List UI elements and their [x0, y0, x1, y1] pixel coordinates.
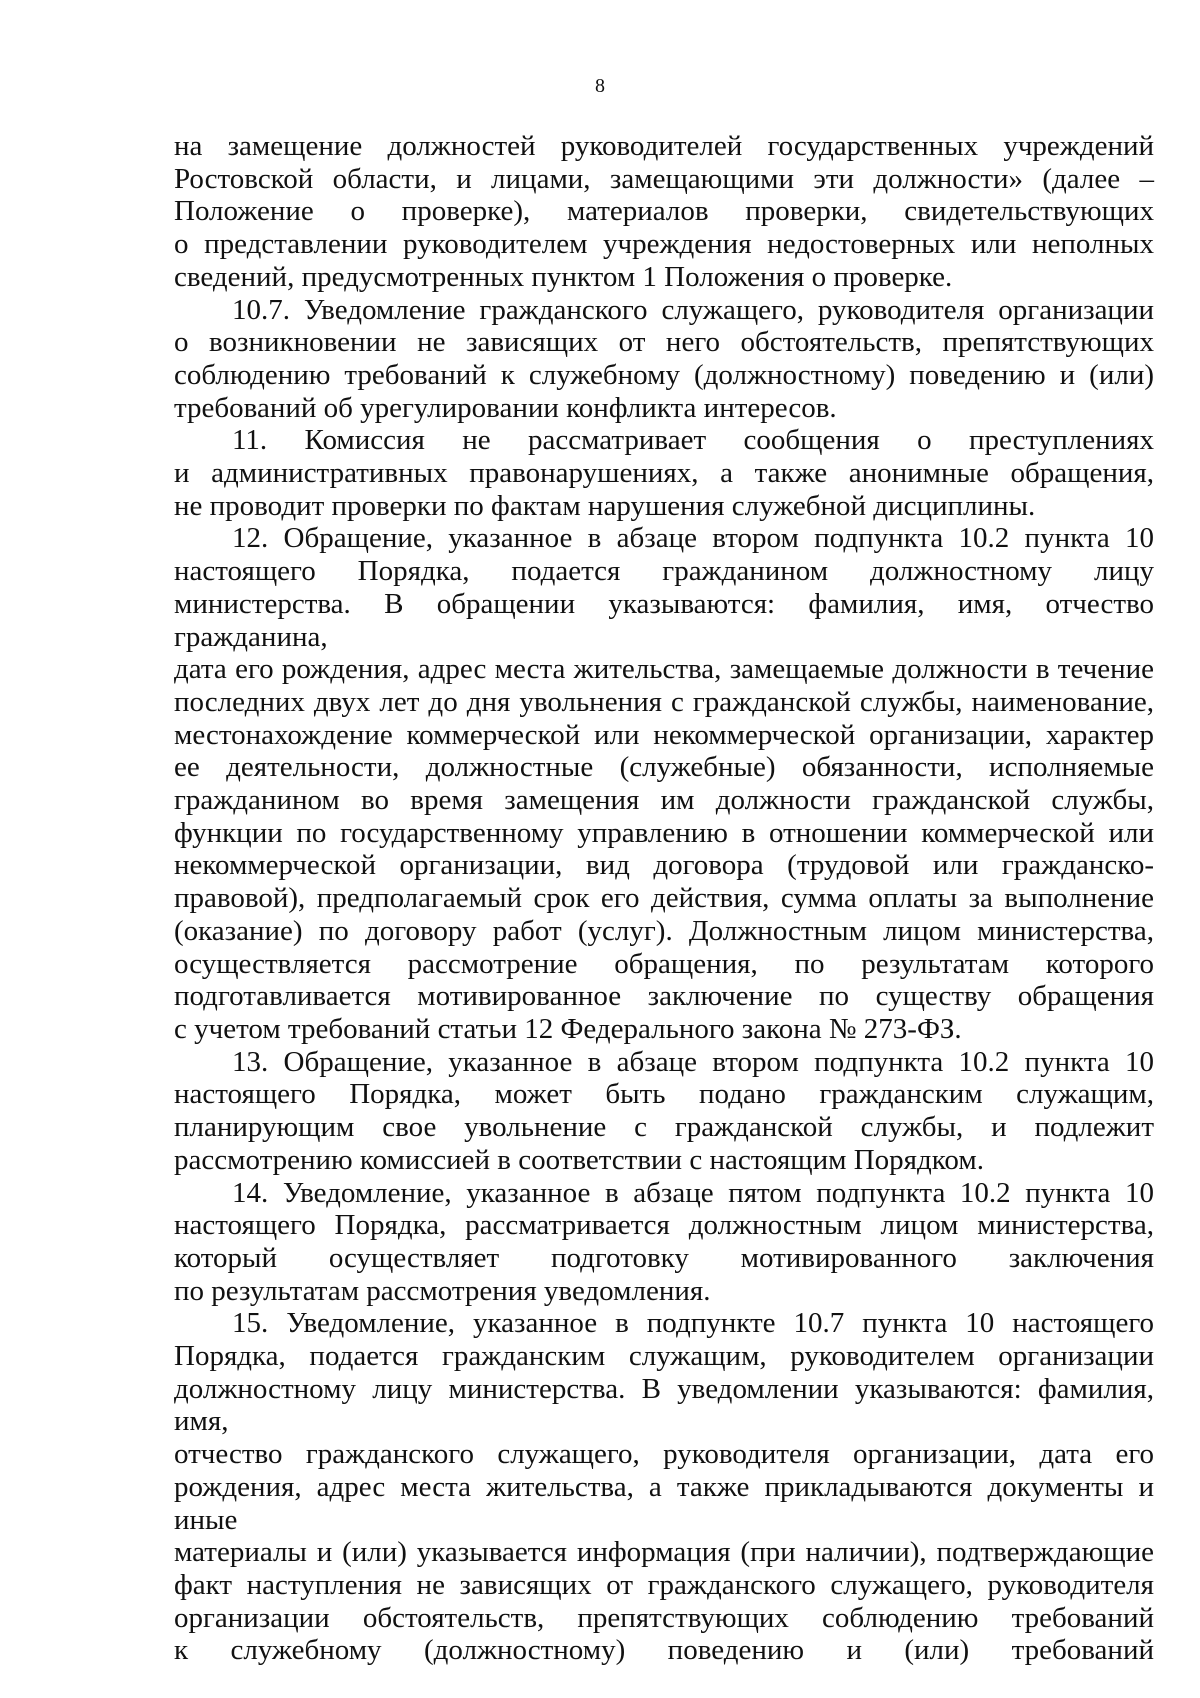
- text-line: и административных правонарушениях, а также анонимные обращения,: [174, 457, 1154, 490]
- text-line: функции по государственному управлению в отношении коммерческой или: [174, 816, 1154, 849]
- text-line: настоящего Порядка, подается гражданином должностному лицу: [174, 555, 1154, 588]
- text-line: рассмотрению комиссией в соответствии с настоящим Порядком.: [174, 1143, 984, 1176]
- text-line: дата его рождения, адрес места жительства, замещаемые должности в течение: [174, 653, 1154, 686]
- text-line: 13. Обращение, указанное в абзаце втором подпункта 10.2 пункта 10: [232, 1045, 1154, 1078]
- text-line: по результатам рассмотрения уведомления.: [174, 1274, 711, 1307]
- text-line: 12. Обращение, указанное в абзаце втором подпункта 10.2 пункта 10: [232, 522, 1154, 555]
- text-line: местонахождение коммерческой или некоммерческой организации, характер: [174, 718, 1154, 751]
- text-line: который осуществляет подготовку мотивированного заключения: [174, 1241, 1154, 1274]
- text-line: Положение о проверке), материалов проверки, свидетельствующих: [174, 195, 1154, 228]
- text-line: факт наступления не зависящих от гражданского служащего, руководителя: [174, 1568, 1154, 1601]
- text-line: отчество гражданского служащего, руководителя организации, дата его: [174, 1438, 1154, 1471]
- paragraph: [174, 1307, 1154, 1667]
- text-line: Порядка, подается гражданским служащим, руководителем организации: [174, 1340, 1154, 1373]
- text-line: Ростовской области, и лицами, замещающими эти должности» (далее –: [174, 162, 1154, 195]
- paragraph: [174, 1177, 1154, 1308]
- text-line: рождения, адрес места жительства, а также прикладываются документы и иные: [174, 1470, 1154, 1536]
- text-line: (оказание) по договору работ (услуг). Должностным лицом министерства,: [174, 914, 1154, 947]
- text-line: правовой), предполагаемый срок его действия, сумма оплаты за выполнение: [174, 882, 1154, 915]
- paragraph: [174, 294, 1154, 425]
- text-line: соблюдению требований к служебному (должностному) поведению и (или): [174, 358, 1154, 391]
- paragraph: [174, 522, 1154, 1045]
- text-line: о возникновении не зависящих от него обстоятельств, препятствующих: [174, 326, 1154, 359]
- text-line: настоящего Порядка, может быть подано гражданским служащим,: [174, 1078, 1154, 1111]
- text-line: некоммерческой организации, вид договора (трудовой или гражданско-: [174, 849, 1154, 882]
- text-line: к служебному (должностному) поведению и (или) требований: [174, 1634, 1154, 1667]
- text-line: последних двух лет до дня увольнения с гражданской службы, наименование,: [174, 685, 1154, 718]
- text-line: гражданином во время замещения им должности гражданской службы,: [174, 784, 1154, 817]
- text-line: требований об урегулировании конфликта интересов.: [174, 391, 837, 424]
- paragraph: [174, 1046, 1154, 1177]
- text-line: 14. Уведомление, указанное в абзаце пятом подпункта 10.2 пункта 10: [232, 1176, 1154, 1209]
- paragraph: [174, 424, 1154, 522]
- text-line: ее деятельности, должностные (служебные) обязанности, исполняемые: [174, 751, 1154, 784]
- text-line: о представлении руководителем учреждения недостоверных или неполных: [174, 228, 1154, 261]
- text-line: не проводит проверки по фактам нарушения служебной дисциплины.: [174, 489, 1036, 522]
- text-line: 11. Комиссия не рассматривает сообщения о преступлениях: [232, 424, 1154, 457]
- paragraph: [174, 130, 1154, 294]
- text-line: министерства. В обращении указываются: фамилия, имя, отчество гражданина,: [174, 587, 1154, 653]
- text-line: осуществляется рассмотрение обращения, по результатам которого: [174, 947, 1154, 980]
- text-line: подготавливается мотивированное заключение по существу обращения: [174, 980, 1154, 1013]
- document-body: [174, 130, 1154, 1667]
- text-line: организации обстоятельств, препятствующих соблюдению требований: [174, 1601, 1154, 1634]
- text-line: настоящего Порядка, рассматривается должностным лицом министерства,: [174, 1209, 1154, 1242]
- text-line: должностному лицу министерства. В уведомлении указываются: фамилия, имя,: [174, 1372, 1154, 1438]
- text-line: 10.7. Уведомление гражданского служащего, руководителя организации: [232, 293, 1154, 326]
- text-line: сведений, предусмотренных пунктом 1 Положения о проверке.: [174, 260, 953, 293]
- page-number: 8: [595, 75, 605, 97]
- text-line: на замещение должностей руководителей государственных учреждений: [174, 130, 1154, 162]
- text-line: планирующим свое увольнение с гражданской службы, и подлежит: [174, 1111, 1154, 1144]
- text-line: с учетом требований статьи 12 Федерального закона № 273-ФЗ.: [174, 1012, 962, 1045]
- text-line: 15. Уведомление, указанное в подпункте 10.7 пункта 10 настоящего: [232, 1307, 1154, 1340]
- text-line: материалы и (или) указывается информация (при наличии), подтверждающие: [174, 1536, 1154, 1569]
